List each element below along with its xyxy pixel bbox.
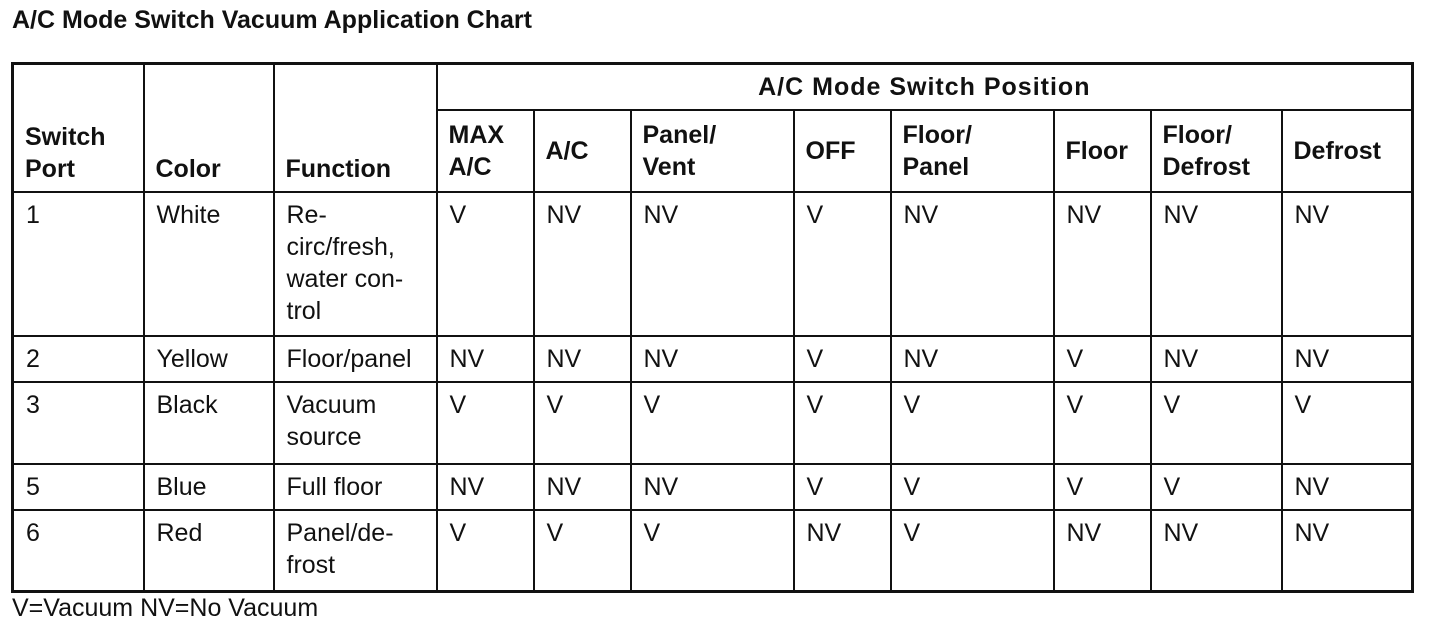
cell-color: Black	[144, 382, 274, 464]
chart-title: A/C Mode Switch Vacuum Application Chart	[12, 6, 532, 34]
header-position-max-ac: MAX A/C	[437, 110, 534, 192]
cell-value: NV	[1282, 192, 1413, 336]
cell-port: 1	[13, 192, 144, 336]
cell-value: NV	[437, 464, 534, 510]
cell-value: V	[1151, 464, 1282, 510]
table-row	[13, 192, 1413, 336]
cell-port: 5	[13, 464, 144, 510]
cell-value: V	[891, 510, 1054, 591]
header-mode-switch-position: A/C Mode Switch Position	[437, 64, 1413, 111]
cell-function: Panel/de- frost	[274, 510, 437, 591]
cell-value: NV	[1151, 192, 1282, 336]
cell-color: Blue	[144, 464, 274, 510]
header-position-panel-vent: Panel/ Vent	[631, 110, 794, 192]
cell-value: NV	[534, 336, 631, 382]
table-row	[13, 510, 1413, 591]
header-switch-port: Switch Port	[13, 64, 144, 193]
cell-function: Full floor	[274, 464, 437, 510]
cell-value: NV	[437, 336, 534, 382]
cell-value: V	[437, 382, 534, 464]
cell-function: Vacuum source	[274, 382, 437, 464]
cell-value: V	[794, 382, 891, 464]
cell-value: NV	[534, 464, 631, 510]
cell-value: V	[794, 336, 891, 382]
cell-value: NV	[1282, 510, 1413, 591]
cell-value: V	[534, 382, 631, 464]
cell-function: Re- circ/fresh, water con- trol	[274, 192, 437, 336]
header-position-ac: A/C	[534, 110, 631, 192]
cell-value: NV	[631, 336, 794, 382]
cell-value: V	[891, 382, 1054, 464]
table-row	[13, 336, 1413, 382]
cell-function: Floor/panel	[274, 336, 437, 382]
header-position-floor: Floor	[1054, 110, 1151, 192]
header-color: Color	[144, 64, 274, 193]
cell-port: 3	[13, 382, 144, 464]
cell-value: V	[1054, 336, 1151, 382]
table-row	[13, 464, 1413, 510]
cell-port: 2	[13, 336, 144, 382]
cell-value: NV	[631, 192, 794, 336]
header-row-group	[13, 64, 1413, 111]
cell-color: Red	[144, 510, 274, 591]
table-row	[13, 382, 1413, 464]
cell-value: V	[534, 510, 631, 591]
cell-value: V	[437, 192, 534, 336]
cell-value: V	[794, 192, 891, 336]
vacuum-application-table	[11, 62, 1414, 593]
cell-value: V	[794, 464, 891, 510]
cell-value: V	[1054, 382, 1151, 464]
cell-value: NV	[534, 192, 631, 336]
cell-value: NV	[794, 510, 891, 591]
cell-value: NV	[1054, 192, 1151, 336]
cell-value: NV	[891, 336, 1054, 382]
header-position-off: OFF	[794, 110, 891, 192]
cell-value: NV	[891, 192, 1054, 336]
cell-value: V	[1151, 382, 1282, 464]
cell-value: V	[631, 510, 794, 591]
cell-value: NV	[1151, 510, 1282, 591]
header-position-floor-panel: Floor/ Panel	[891, 110, 1054, 192]
header-function: Function	[274, 64, 437, 193]
cell-value: V	[631, 382, 794, 464]
cell-value: V	[1282, 382, 1413, 464]
cell-port: 6	[13, 510, 144, 591]
cell-value: V	[891, 464, 1054, 510]
cell-value: NV	[1282, 464, 1413, 510]
cell-value: NV	[631, 464, 794, 510]
cell-value: NV	[1151, 336, 1282, 382]
header-position-defrost: Defrost	[1282, 110, 1413, 192]
legend-note: V=Vacuum NV=No Vacuum	[12, 594, 319, 622]
cell-value: NV	[1282, 336, 1413, 382]
cell-value: V	[437, 510, 534, 591]
cell-color: White	[144, 192, 274, 336]
cell-color: Yellow	[144, 336, 274, 382]
header-position-floor-defrost: Floor/ Defrost	[1151, 110, 1282, 192]
cell-value: V	[1054, 464, 1151, 510]
cell-value: NV	[1054, 510, 1151, 591]
